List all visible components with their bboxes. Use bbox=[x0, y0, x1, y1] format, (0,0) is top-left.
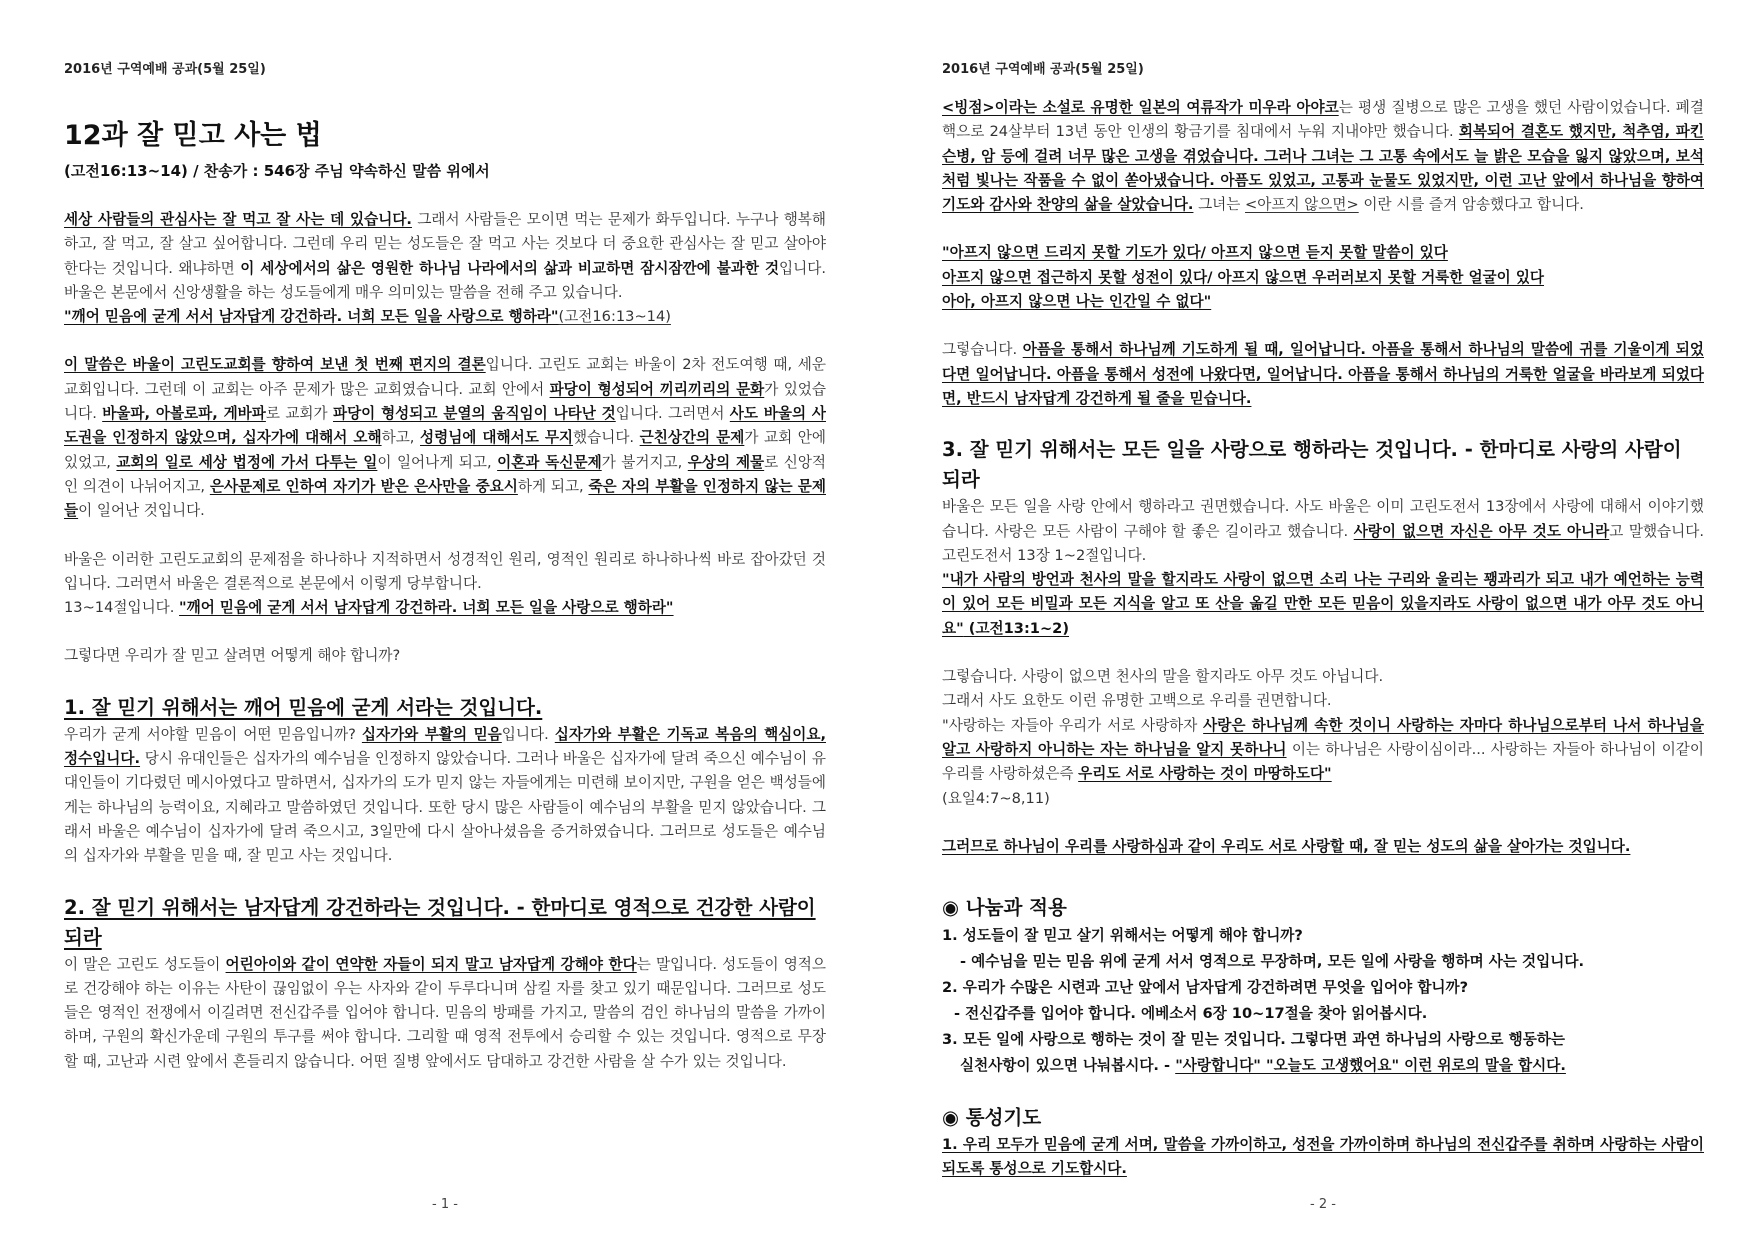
corinth-text: 입니다. 고린도 교회는 바울이 2차 전도여행 때, 세운 교회입니다. 그런데 이 교회는 아주 문제가 많은 교회였습니다. 교회 안에서 bbox=[64, 356, 826, 398]
corinth-text: 이 일어나게 되고, bbox=[377, 453, 498, 471]
section-3-text: 바울은 모든 일을 사랑 안에서 행하라고 권면했습니다. 사도 바울은 이미 고린도전서 13장에서 사랑에 대해서 이야기했습니다. 사랑은 모든 사람이 구해야 할 좋은 길이라고 했습니다. bbox=[942, 498, 1704, 540]
section-2-text: 이 말은 고린도 성도들이 bbox=[64, 955, 226, 973]
page-number: - 2 - bbox=[1310, 1197, 1336, 1212]
pain-paragraph bbox=[942, 338, 1704, 411]
pain-emphasis: 아픔을 통해서 하나님께 기도하게 될 때, 일어납니다. 아픔을 통해서 하나님의 말씀에 귀를 기울이게 되었다면 일어납니다. 아픔을 통해서 성전에 나왔다면, 일어납니다. 아픔을 통해서 하나님의 거룩한 얼굴을 바라보게 되었다면, 반드시 남자답게 강건하게 될 줄을 믿습니다. bbox=[942, 341, 1704, 407]
poem-line: 아아, 아프지 않으면 나는 인간일 수 없다" bbox=[942, 293, 1212, 311]
section-1-body bbox=[64, 723, 826, 869]
prayer-heading: ◉ 통성기도 bbox=[942, 1106, 1042, 1130]
section-3-text: 고 말했습니다. 고린도전서 13장 1~2절입니다. bbox=[942, 522, 1704, 564]
pain-text: 그렇습니다. bbox=[942, 341, 1023, 359]
corinth-emphasis: 바울파, 아볼로파, 게바파 bbox=[102, 405, 266, 423]
section-1-text: 당시 유대인들은 십자가의 예수님을 인정하지 않았습니다. 그러나 바울은 십자가에 달려 죽으신 예수님이 유대인들이 기다렸던 메시아였다고 말하면서, 십자가의 도가 믿지 않는 자들에게는 미련해 보이지만, 구원을 얻은 백성들에게는 하나님의 능력이요, 지혜라고 말씀하였던 것입니다. 또한 당시 많은 사람들이 예수님의 부활을 믿지 않았습니다. 그래서 바울은 예수님이 십자가에 달려 죽으시고, 3일만에 다시 살아나셨음을 증거하였습니다. 그러므로 성도들은 예수님의 십자가와 부활을 믿을 때, 잘 믿고 사는 것입니다. bbox=[64, 750, 826, 865]
corinth-text: 하고, bbox=[381, 429, 421, 447]
paul-verse-line bbox=[64, 596, 826, 620]
corinth-emphasis: 파당이 형성되어 끼리끼리의 문화 bbox=[549, 380, 765, 398]
section-1-emphasis: 십자가와 부활의 믿음 bbox=[361, 725, 502, 743]
section-1-text: 입니다. bbox=[501, 725, 555, 743]
corinth-emphasis: 파당이 형성되고 분열의 움직임이 나타난 것 bbox=[332, 405, 616, 423]
page-1 bbox=[64, 0, 826, 1240]
corinth-text: 로 신앙적인 의견이 나뉘어지고, bbox=[64, 453, 826, 495]
love-quote bbox=[942, 714, 1704, 787]
page-header: 2016년 구역예배 공과(5월 25일) bbox=[942, 62, 1144, 77]
corinth-emphasis: 죽은 자의 부활을 인정하지 않는 문제들 bbox=[64, 477, 826, 520]
corinth-text: 하게 되고, bbox=[517, 477, 589, 495]
section-1-text: 우리가 굳게 서야할 믿음이 어떤 믿음입니까? bbox=[64, 725, 362, 743]
intro-emphasis-2: 이 세상에서의 삶은 영원한 하나님 나라에서의 삶과 비교하면 잠시잠깐에 불과한 것 bbox=[240, 259, 780, 277]
corinth-text: 입니다. 그러면서 bbox=[615, 405, 730, 423]
sharing-answer bbox=[942, 1053, 1704, 1079]
love-line: 그래서 사도 요한도 이런 유명한 고백으로 우리를 권면합니다. bbox=[942, 692, 1332, 710]
corinth-text: 가 불거지고, bbox=[601, 453, 688, 471]
corinth-emphasis: 이혼과 독신문제 bbox=[497, 453, 602, 471]
intro-paragraph bbox=[64, 208, 826, 305]
lesson-title: 12과 잘 믿고 사는 법 bbox=[64, 120, 322, 151]
corinth-paragraph bbox=[64, 353, 826, 523]
corinth-text: 가 있었습니다. bbox=[64, 380, 826, 423]
miura-emphasis: <빙점>이라는 소설로 유명한 일본의 여류작가 미우라 아야코 bbox=[942, 99, 1339, 116]
corinth-text: 로 교회가 bbox=[265, 405, 333, 423]
section-2-text: 는 말입니다. 성도들이 영적으로 건강해야 하는 이유는 사탄이 끊임없이 우는 사자와 같이 두루다니며 삼킬 자를 찾고 있기 때문입니다. 그러므로 성도들은 영적인 전쟁에서 이길려면 전신갑주를 입어야 합니다. 믿음의 방패를 가지고, 말씀의 검인 하나님의 말씀을 가까이하며, 구원의 확신가운데 구원의 투구를 써야 합니다. 그리할 때 영적 전투에서 승리할 수 있는 것입니다. 영적으로 무장할 때, 고난과 시련 앞에서 흔들리지 않습니다. 어떤 질병 앞에서도 담대하고 강건한 사람을 살 수가 있는 것입니다. bbox=[64, 955, 826, 1070]
section-3-verse-text: "내가 사람의 방언과 천사의 말을 할지라도 사랑이 없으면 소리 나는 구리와 울리는 꽹과리가 되고 내가 예언하는 능력이 있어 모든 비밀과 모든 지식을 알고 또 산을 옮길 만한 모든 믿음이 있을지라도 사랑이 없으면 내가 아무 것도 아니요" bbox=[942, 571, 1704, 637]
love-emphasis: 우리도 서로 사랑하는 것이 마땅하도다" bbox=[1078, 765, 1332, 783]
miura-text: 이란 시를 즐겨 암송했다고 합니다. bbox=[1358, 196, 1584, 214]
corinth-emphasis: 사도 바울의 사도권을 인정하지 않았으며, 십자가에 대해서 오해 bbox=[64, 405, 826, 447]
section-1-heading: 1. 잘 믿기 위해서는 깨어 믿음에 굳게 서라는 것입니다. bbox=[64, 695, 543, 719]
love-text: 이는 하나님은 사랑이심이라... 사랑하는 자들아 하나님이 이같이 우리를 사랑하셨은즉 bbox=[942, 740, 1704, 783]
corinth-text: 가 교회 안에 있었고, bbox=[64, 429, 826, 471]
poem-line: "아프지 않으면 드리지 못할 기도가 있다/ 아프지 않으면 듣지 못할 말씀이 있다 bbox=[942, 244, 1448, 262]
paul-verse-lead: 13~14절입니다. bbox=[64, 599, 180, 617]
section-2-emphasis: 어린아이와 같이 연약한 자들이 되지 말고 남자답게 강해야 한다 bbox=[225, 955, 637, 973]
corinth-emphasis: 교회의 일로 세상 법정에 가서 다투는 일 bbox=[116, 453, 378, 471]
section-3-heading: 3. 잘 믿기 위해서는 모든 일을 사랑으로 행하라는 것입니다. - 한마디로 사랑의 사람이 되라 bbox=[942, 438, 1682, 492]
paul-paragraph: 바울은 이러한 고린도교회의 문제점을 하나하나 지적하면서 성경적인 원리, 영적인 원리로 하나하나씩 바로 잡아갔던 것입니다. 그러면서 바울은 결론적으로 본문에서 이렇게 당부합니다. bbox=[64, 550, 826, 592]
miura-text: 그녀는 bbox=[1193, 196, 1246, 214]
section-3-verse-ref: (고전13:1~2) bbox=[963, 619, 1070, 637]
paul-verse-quote: "깨어 믿음에 굳게 서서 남자답게 강건하라. 너희 모든 일을 사랑으로 행하라" bbox=[179, 599, 674, 617]
corinth-text: 했습니다. bbox=[573, 429, 640, 447]
page-2-content bbox=[942, 96, 1704, 1182]
sharing-heading: ◉ 나눔과 적용 bbox=[942, 896, 1067, 920]
section-1-emphasis: 십자가와 부활은 기독교 복음의 핵심이요, 정수입니다. bbox=[64, 725, 826, 768]
intro-text-2: 입니다. 바울은 본문에서 신앙생활을 하는 성도들에게 매우 의미있는 말씀을 전해 주고 있습니다. bbox=[64, 259, 826, 301]
miura-text: 는 평생 질병으로 많은 고생을 했던 사람이었습니다. 폐결핵으로 24살부터 13년 동안 인생의 황금기를 침대에서 누워 지내야만 했습니다. bbox=[942, 99, 1704, 141]
corinth-emphasis: 이 말씀은 바울이 고린도교회를 향하여 보낸 첫 번째 편지의 결론 bbox=[64, 356, 486, 374]
love-line: 그렇습니다. 사랑이 없으면 천사의 말을 할지라도 아무 것도 아닙니다. bbox=[942, 668, 1384, 686]
sharing-answer-lead: 실천사항이 있으면 나눠봅시다. - bbox=[960, 1057, 1176, 1075]
prayer-text: 1. 우리 모두가 믿음에 굳게 서며, 말씀을 가까이하고, 성전을 가까이하며 하나님의 전신갑주를 취하며 사랑하는 사람이 되도록 통성으로 기도합시다. bbox=[942, 1136, 1704, 1178]
poem-line: 아프지 않으면 접근하지 못할 성전이 있다/ 아프지 않으면 우러러보지 못할 거룩한 얼굴이 있다 bbox=[942, 268, 1545, 286]
corinth-emphasis: 우상의 제물 bbox=[687, 453, 765, 471]
sharing-answer: - 예수님을 믿는 믿음 위에 굳게 서서 영적으로 무장하며, 모든 일에 사랑을 행하며 사는 것입니다. bbox=[960, 953, 1584, 971]
love-text: "사랑하는 자들아 우리가 서로 사랑하자 bbox=[942, 716, 1204, 734]
section-2-body bbox=[64, 953, 826, 1074]
intro-emphasis: 세상 사람들의 관심사는 잘 먹고 잘 사는 데 있습니다. bbox=[64, 211, 412, 228]
page-2 bbox=[942, 0, 1704, 1240]
corinth-text: 이 일어난 것입니다. bbox=[78, 502, 205, 520]
sharing-item: 1. 성도들이 잘 믿고 살기 위해서는 어떻게 해야 합니까? bbox=[942, 927, 1303, 945]
section-3-verse bbox=[942, 568, 1704, 641]
sharing-answer-emphasis: "사랑합니다" "오늘도 고생했어요" 이런 위로의 말을 합시다. bbox=[1175, 1057, 1566, 1075]
miura-paragraph bbox=[942, 96, 1704, 217]
love-emphasis: 사랑은 하나님께 속한 것이니 사랑하는 자마다 하나님으로부터 나서 하나님을 알고 사랑하지 아니하는 자는 하나님을 알지 못하나니 bbox=[942, 716, 1704, 758]
sharing-answer: - 전신갑주를 입어야 합니다. 에베소서 6장 10~17절을 찾아 읽어봅시다. bbox=[954, 1005, 1428, 1023]
intro-verse bbox=[64, 305, 826, 329]
section-2-heading: 2. 잘 믿기 위해서는 남자답게 강건하라는 것입니다. - 한마디로 영적으로 건강한 사람이 되라 bbox=[64, 895, 816, 949]
section-3-body bbox=[942, 495, 1704, 568]
sharing-item: 3. 모든 일에 사랑으로 행하는 것이 잘 믿는 것입니다. 그렇다면 과연 하나님의 사랑으로 행동하는 bbox=[942, 1031, 1566, 1049]
page-header: 2016년 구역예배 공과(5월 25일) bbox=[64, 62, 266, 77]
miura-emphasis: 회복되어 결혼도 했지만, 척추염, 파킨슨병, 암 등에 걸려 너무 많은 고생을 겪었습니다. 그러나 그녀는 그 고통 속에서도 늘 밝은 모습을 잃지 않았으며, 보석처럼 빛나는 작품을 수 없이 쏟아냈습니다. 아픔도 있었고, 고통과 눈물도 있었지만, 이런 고난 앞에서 하나님을 향하여 기도와 감사와 찬양의 삶을 살았습니다. bbox=[942, 123, 1704, 214]
intro-verse-text: "깨어 믿음에 굳게 서서 남자답게 강건하라. 너희 모든 일을 사랑으로 행하라" bbox=[64, 308, 559, 326]
corinth-emphasis: 은사문제로 인하여 자기가 받은 은사만을 중요시 bbox=[209, 477, 518, 495]
page-number: - 1 - bbox=[432, 1197, 458, 1212]
intro-verse-ref: (고전16:13~14) bbox=[558, 308, 671, 326]
section-3-emphasis: 사랑이 없으면 자신은 아무 것도 아니라 bbox=[1353, 522, 1610, 540]
corinth-emphasis: 근친상간의 문제 bbox=[639, 429, 745, 447]
question-line: 그렇다면 우리가 잘 믿고 살려면 어떻게 해야 합니까? bbox=[64, 647, 401, 665]
conclusion: 그러므로 하나님이 우리를 사랑하심과 같이 우리도 서로 사랑할 때, 잘 믿는 성도의 삶을 살아가는 것입니다. bbox=[942, 837, 1631, 855]
love-ref: (요일4:7~8,11) bbox=[942, 789, 1050, 807]
poem-title: <아프지 않으면> bbox=[1245, 196, 1359, 214]
intro-text: 그래서 사람들은 모이면 먹는 문제가 화두입니다. 누구나 행복해 하고, 잘 먹고, 잘 살고 싶어합니다. 그런데 우리 믿는 성도들은 잘 먹고 사는 것보다 더 중요한 관심사는 잘 믿고 살아야 한다는 것입니다. 왜냐하면 bbox=[64, 211, 826, 277]
sharing-item: 2. 우리가 수많은 시련과 고난 앞에서 남자답게 강건하려면 무엇을 입어야 합니까? bbox=[942, 979, 1469, 997]
page-1-content bbox=[64, 118, 826, 1074]
lesson-subtitle: (고전16:13~14) / 찬송가 : 546장 주님 약속하신 말씀 위에서 bbox=[64, 162, 490, 180]
corinth-emphasis: 성령님에 대해서도 무지 bbox=[420, 429, 574, 447]
